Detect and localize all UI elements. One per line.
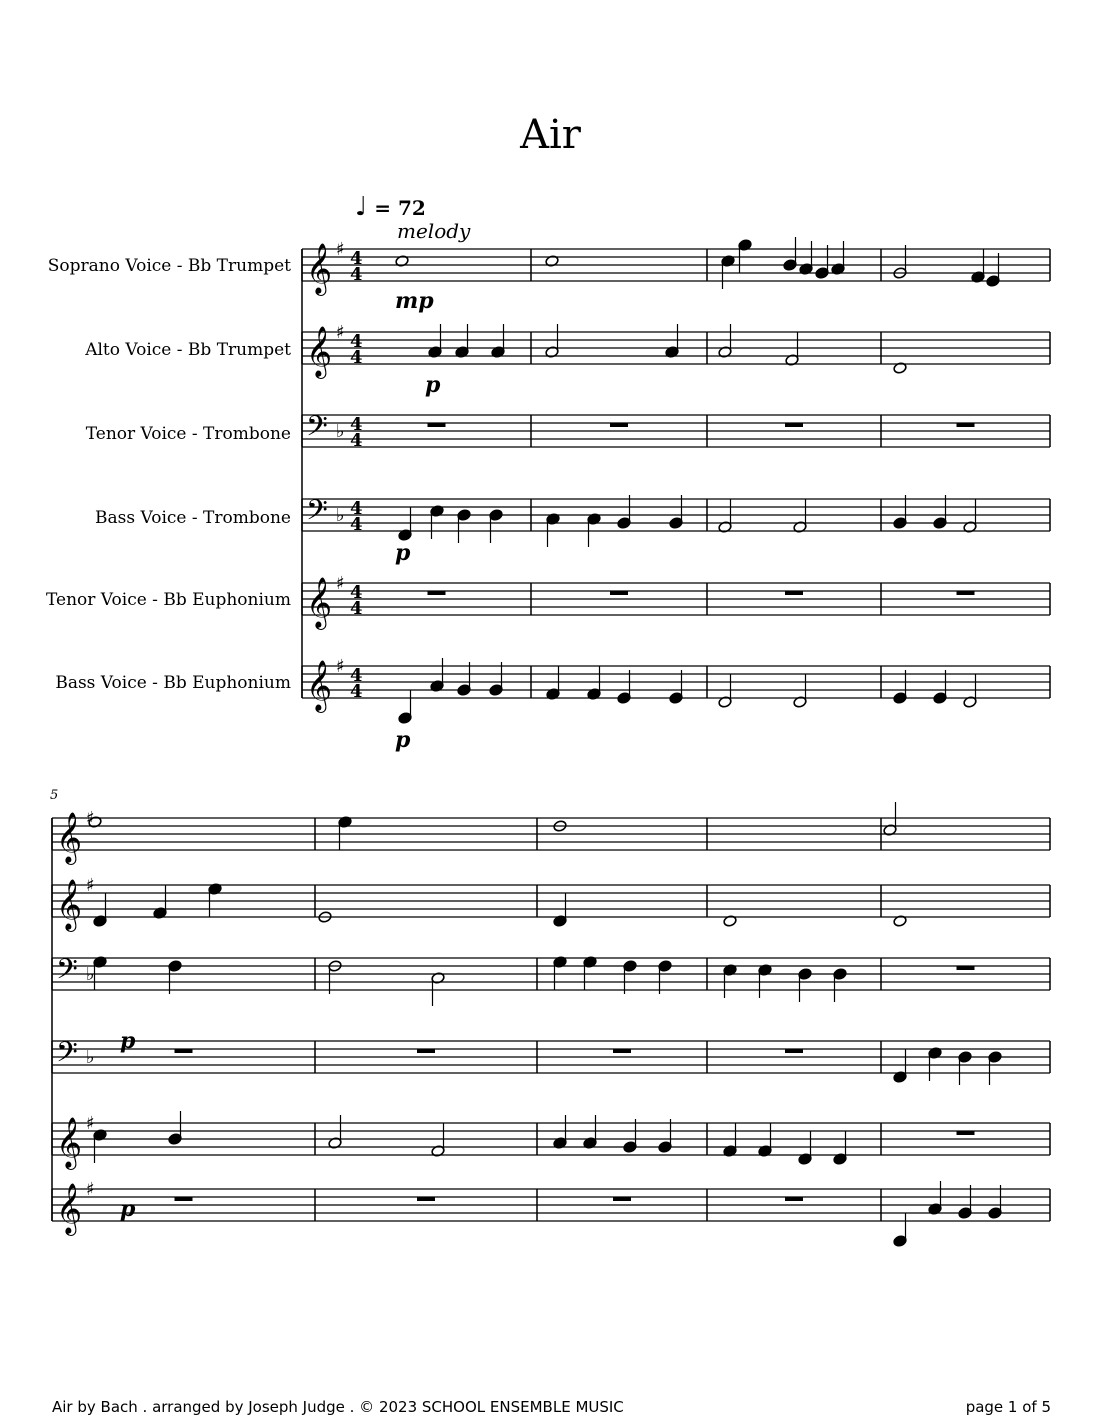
whole-rest	[610, 591, 628, 595]
whole-rest	[785, 423, 803, 427]
sharp-icon: ♯	[336, 573, 345, 594]
flat-icon: ♭	[86, 964, 95, 985]
whole-rest	[175, 1049, 193, 1053]
expression-text: melody	[397, 219, 471, 243]
part-label-soprano-trumpet: Soprano Voice - Bb Trumpet	[47, 256, 291, 276]
time-signature-top: 4	[350, 414, 363, 435]
dynamic-soprano: mp	[395, 288, 434, 314]
treble-clef-icon: 𝄞	[306, 577, 333, 628]
notes	[85, 237, 1002, 1247]
dynamic-bass-trombone: p	[395, 540, 411, 566]
whole-rest	[957, 591, 975, 595]
dynamic-tenor-euphonium-m5: p	[120, 1196, 136, 1222]
whole-rest	[785, 1197, 803, 1201]
treble-clef-icon: 𝄞	[306, 243, 333, 294]
part-label-tenor-trombone: Tenor Voice - Trombone	[85, 424, 291, 444]
whole-rest	[428, 591, 446, 595]
bass-clef-icon: 𝄢	[306, 494, 328, 534]
treble-clef-icon: 𝄞	[56, 812, 83, 863]
time-signature-top: 4	[350, 665, 363, 686]
time-signature-bottom: 4	[350, 430, 363, 451]
sharp-icon: ♯	[336, 239, 345, 260]
time-signature-bottom: 4	[350, 347, 363, 368]
bass-clef-icon: 𝄢	[306, 410, 328, 450]
time-signature-bottom: 4	[350, 598, 363, 619]
part-label-bass-euphonium: Bass Voice - Bb Euphonium	[55, 673, 291, 693]
score-title: Air	[520, 112, 581, 158]
flat-icon: ♭	[336, 505, 345, 526]
whole-rest	[785, 591, 803, 595]
sharp-icon: ♯	[86, 808, 95, 829]
time-signature-top: 4	[350, 331, 363, 352]
tempo-text: = 72	[374, 196, 426, 220]
whole-rests	[175, 423, 975, 1201]
part-label-bass-trombone: Bass Voice - Trombone	[95, 508, 291, 528]
dynamic-alto: p	[425, 372, 441, 398]
whole-rest	[785, 1049, 803, 1053]
part-label-tenor-euphonium: Tenor Voice - Bb Euphonium	[46, 590, 291, 610]
dynamic-tenor-trombone-m5: p	[120, 1028, 136, 1054]
treble-clef-icon: 𝄞	[306, 326, 333, 377]
time-signature-top: 4	[350, 248, 363, 269]
whole-rest	[613, 1049, 631, 1053]
part-label-alto-trumpet: Alto Voice - Bb Trumpet	[85, 340, 291, 360]
treble-clef-icon: 𝄞	[56, 1117, 83, 1168]
whole-rest	[175, 1197, 193, 1201]
whole-rest	[417, 1049, 435, 1053]
treble-clef-icon: 𝄞	[56, 879, 83, 930]
footer-page-number: page 1 of 5	[965, 1398, 1051, 1416]
treble-clef-icon: 𝄞	[56, 1183, 83, 1234]
footer-credits: Air by Bach . arranged by Joseph Judge . © 2023 SCHOOL ENSEMBLE MUSIC	[52, 1398, 624, 1416]
sharp-icon: ♯	[336, 656, 345, 677]
quarter-note-icon: ♩	[355, 192, 368, 222]
time-signature-bottom: 4	[350, 264, 363, 285]
time-signature-top: 4	[350, 498, 363, 519]
flat-icon: ♭	[86, 1047, 95, 1068]
time-signature-bottom: 4	[350, 681, 363, 702]
whole-rest	[417, 1197, 435, 1201]
sharp-icon: ♯	[86, 1113, 95, 1134]
whole-rest	[613, 1197, 631, 1201]
flat-icon: ♭	[336, 421, 345, 442]
time-signature-top: 4	[350, 582, 363, 603]
whole-rest	[957, 423, 975, 427]
measure-number: 5	[50, 788, 59, 803]
bass-clef-icon: 𝄢	[56, 1036, 78, 1076]
bass-clef-icon: 𝄢	[56, 953, 78, 993]
sharp-icon: ♯	[86, 875, 95, 896]
treble-clef-icon: 𝄞	[306, 660, 333, 711]
whole-rest	[428, 423, 446, 427]
dynamic-bass-euphonium: p	[395, 727, 411, 753]
sharp-icon: ♯	[336, 322, 345, 343]
sharp-icon: ♯	[86, 1179, 95, 1200]
whole-rest	[957, 1131, 975, 1135]
clefs	[56, 239, 363, 1236]
time-signature-bottom: 4	[350, 514, 363, 535]
whole-rest	[957, 966, 975, 970]
whole-rest	[610, 423, 628, 427]
